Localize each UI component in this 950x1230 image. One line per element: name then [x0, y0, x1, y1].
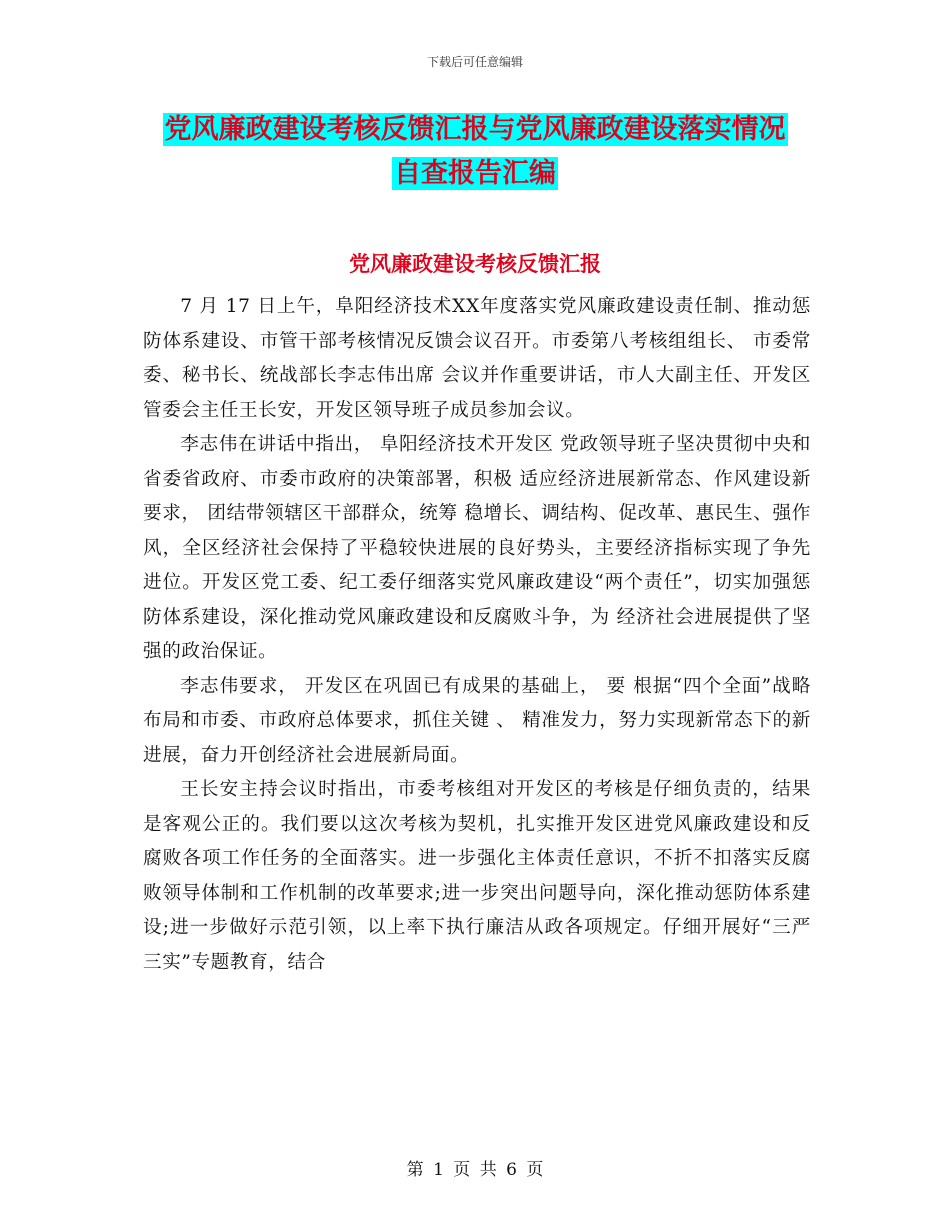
title-line-2: 自查报告汇编	[394, 158, 556, 189]
paragraph-3: 李志伟要求， 开发区在巩固已有成果的基础上， 要 根据“四个全面”战略布局和市委、市政府总体要求，抓住关键 、 精准发力，努力实现新常态下的新进展，奋力开创经济社会进展新局面。	[143, 675, 811, 766]
section-title: 党风廉政建设考核反馈汇报	[349, 252, 601, 276]
document-title	[0, 108, 950, 196]
body-text	[143, 290, 811, 980]
paragraph-1: 7 月 17 日上午，阜阳经济技术XX年度落实党风廉政建设责任制、推动惩防体系建设、市管干部考核情况反馈会议召开。市委第八考核组组长、 市委常委、秘书长、统战部长李志伟出席 会议并作重要讲话，市人大副主任、开发区管委会主任王长安，开发区领导班子成员参加会议。	[143, 296, 811, 421]
title-line-1: 党风廉政建设考核反馈汇报与党风廉政建设落实情况	[164, 114, 786, 145]
header-note: 下载后可任意编辑	[426, 55, 523, 69]
page-number: 第 1 页 共 6 页	[406, 1160, 544, 1180]
paragraph-4: 王长安主持会议时指出，市委考核组对开发区的考核是仔细负责的，结果是客观公正的。我们要以这次考核为契机，扎实推开发区进党风廉政建设和反腐败各项工作任务的全面落实。进一步强化主体责任意识，不折不扣落实反腐败领导体制和工作机制的改革要求;进一步突出问题导向，深化推动惩防体系建设;进一步做好示范引领，以上率下执行廉洁从政各项规定。仔细开展好“三严三实”专题教育，结合	[143, 779, 811, 973]
paragraph-2: 李志伟在讲话中指出， 阜阳经济技术开发区 党政领导班子坚决贯彻中央和省委省政府、市委市政府的决策部署，积极 适应经济进展新常态、作风建设新要求， 团结带领辖区干部群众，统筹 稳增长、调结构、促改革、惠民生、强作风，全区经济社会保持了平稳较快进展的良好势头，主要经济指标实现了争先进位。开发区党工委、纪工委仔细落实党风廉政建设“两个责任”，切实加强惩防体系建设，深化推动党风廉政建设和反腐败斗争，为 经济社会进展提供了坚强的政治保证。	[143, 434, 811, 662]
